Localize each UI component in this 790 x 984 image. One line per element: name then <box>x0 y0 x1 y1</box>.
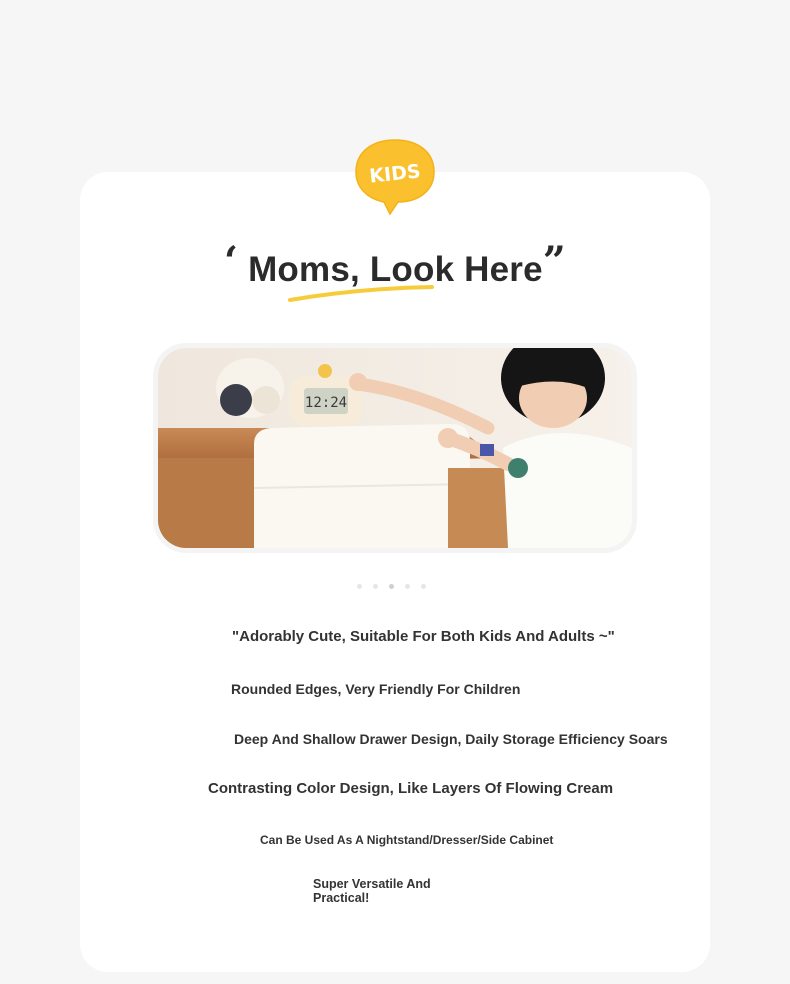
headline-underline <box>286 282 436 304</box>
product-photo[interactable] <box>158 348 632 548</box>
clock-display: 12:24 <box>304 395 348 411</box>
page-title-text: Moms, Look Here <box>248 250 543 289</box>
feature-text: Rounded Edges, Very Friendly For Children <box>231 681 521 697</box>
carousel-dot[interactable] <box>421 584 426 589</box>
carousel-dot-active[interactable] <box>389 584 394 589</box>
feature-text: "Adorably Cute, Suitable For Both Kids And Adults ~" <box>232 628 615 645</box>
close-quote: ” <box>542 238 567 285</box>
carousel-dot[interactable] <box>357 584 362 589</box>
feature-text: Can Be Used As A Nightstand/Dresser/Side Cabinet <box>260 833 554 847</box>
feature-text: Deep And Shallow Drawer Design, Daily Storage Efficiency Soars <box>234 731 668 747</box>
open-quote: ‘ <box>223 238 239 285</box>
carousel-dots <box>357 584 437 592</box>
carousel-dot[interactable] <box>405 584 410 589</box>
badge-text: KIDS <box>368 160 422 188</box>
feature-text: Super Versatile And Practical! <box>313 877 431 905</box>
feature-text: Contrasting Color Design, Like Layers Of Flowing Cream <box>208 780 614 797</box>
kids-badge-icon <box>352 136 438 218</box>
carousel-dot[interactable] <box>373 584 378 589</box>
